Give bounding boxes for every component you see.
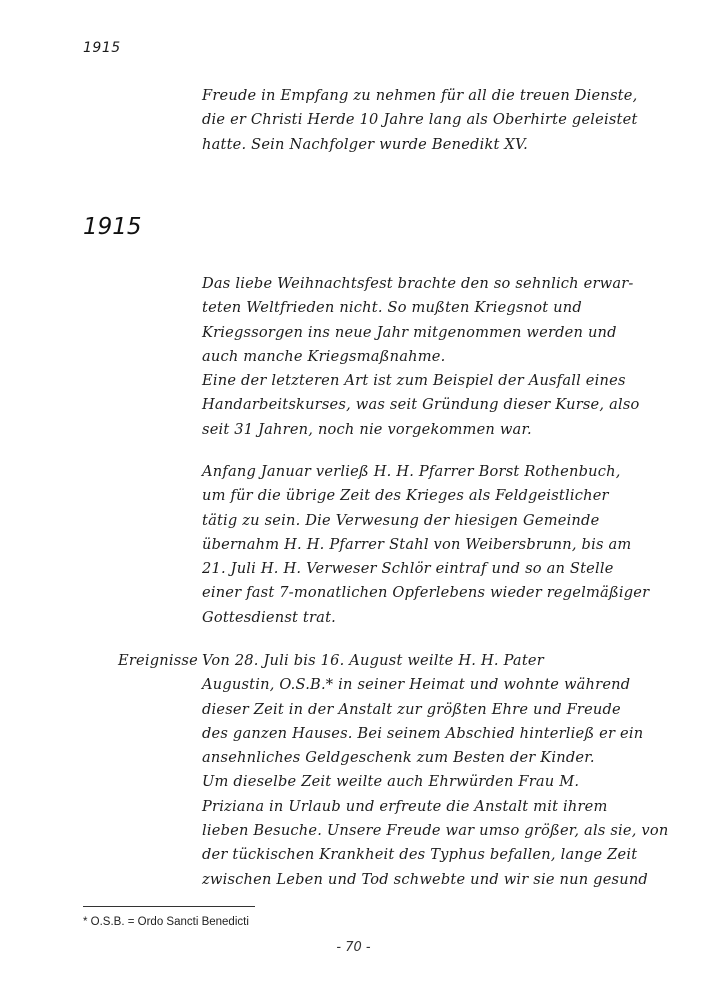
text-line: der tückischen Krankheit des Typhus befallen, lange Zeit [202,846,638,864]
text-line: Kriegssorgen ins neue Jahr mitgenommen werden und [202,323,617,341]
text-line: lieben Besuche. Unsere Freude war umso größer, als sie, von [202,822,669,840]
text-line: Freude in Empfang zu nehmen für all die treuen Dienste, [202,87,638,104]
page-number: - 70 - [336,940,371,955]
text-line: des ganzen Hauses. Bei seinem Abschied hinterließ er ein [202,724,644,742]
text-line: dieser Zeit in der Anstalt zur größten Ehre und Freude [202,700,621,718]
year-heading: 1915 [83,214,142,240]
text-line: Gottesdienst trat. [202,608,336,626]
text-line: ansehnliches Geldgeschenk zum Besten der Kinder. [202,749,595,767]
text-line: Von 28. Juli bis 16. August weilte H. H. Pater [202,652,544,669]
text-line: Handarbeitskurses, was seit Gründung dieser Kurse, also [202,396,640,414]
text-line: einer fast 7-monatlichen Opferlebens wieder regelmäßiger [202,584,650,602]
text-line: um für die übrige Zeit des Krieges als Feldgeistlicher [202,487,609,505]
running-head: 1915 [83,40,121,56]
intro-paragraph [202,84,638,157]
text-line: Um dieselbe Zeit weilte auch Ehrwürden Frau M. [202,773,580,791]
footnote-divider [83,906,255,907]
text-line: übernahm H. H. Pfarrer Stahl von Weibersbrunn, bis am [202,535,632,553]
text-line: 21. Juli H. H. Verweser Schlör eintraf und so an Stelle [202,560,614,578]
margin-label-ereignisse: Ereignisse [118,652,198,669]
footnote: * O.S.B. = Ordo Sancti Benedicti [83,916,249,928]
text-line: tätig zu sein. Die Verwesung der hiesigen Gemeinde [202,511,600,529]
text-line: Anfang Januar verließ H. H. Pfarrer Borst Rothenbuch, [202,463,621,480]
text-line: zwischen Leben und Tod schwebte und wir sie nun gesund [202,870,648,888]
text-line: seit 31 Jahren, noch nie vorgekommen war. [202,420,532,438]
text-line: die er Christi Herde 10 Jahre lang als Oberhirte geleistet [202,111,638,129]
text-line: Augustin, O.S.B.* in seiner Heimat und wohnte während [202,676,631,694]
text-line: hatte. Sein Nachfolger wurde Benedikt XV. [202,135,529,153]
text-line: teten Weltfrieden nicht. So mußten Kriegsnot und [202,299,582,317]
paragraph-january [202,460,650,630]
text-line: Priziana in Urlaub und erfreute die Anstalt mit ihrem [202,797,608,815]
text-line: Das liebe Weihnachtsfest brachte den so sehnlich erwar- [202,275,634,292]
text-line: Eine der letzteren Art ist zum Beispiel der Ausfall eines [202,372,626,390]
paragraph-events [202,649,669,892]
text-line: auch manche Kriegsmaßnahme. [202,347,446,365]
paragraph-christmas [202,272,640,442]
